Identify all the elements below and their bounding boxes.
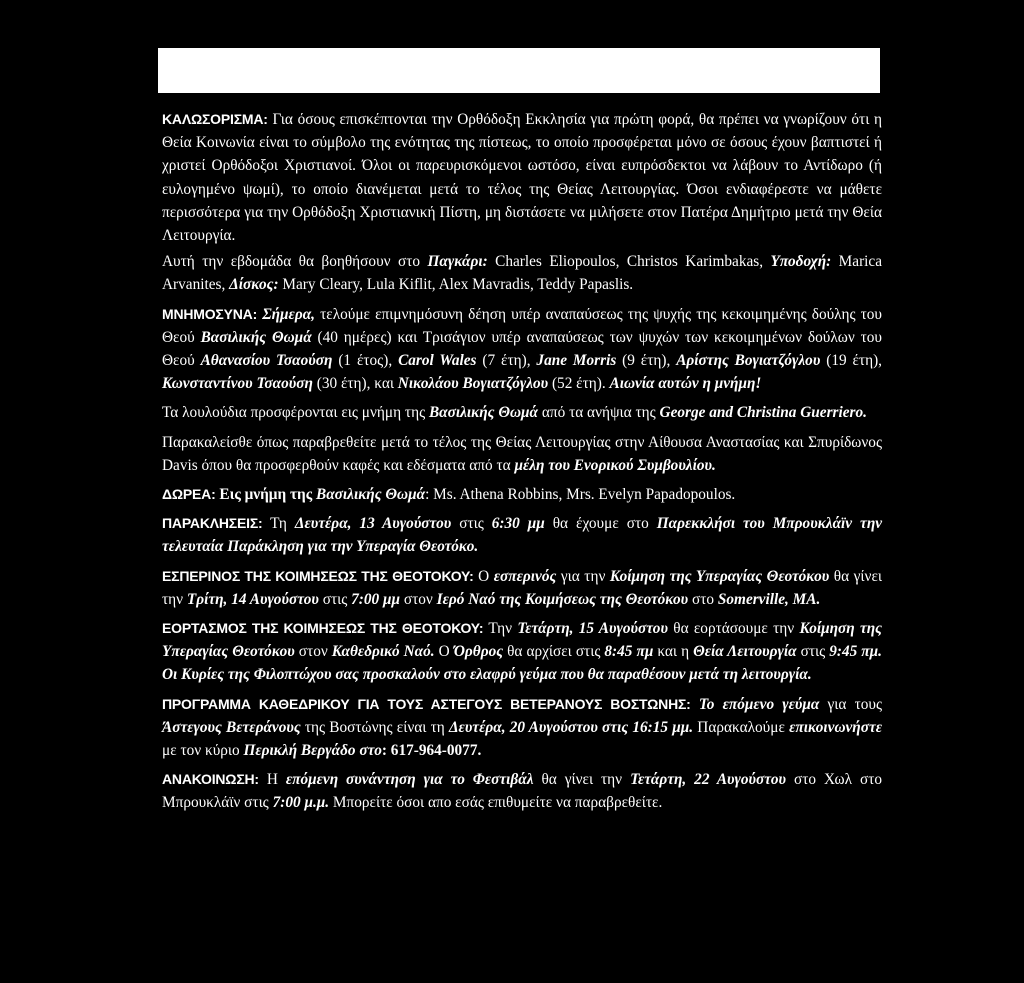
- diskos-label: Δίσκος:: [229, 276, 279, 294]
- vespers-city: Somerville, MA.: [717, 590, 821, 608]
- announcement-time: 7:00 μ.μ.: [272, 794, 330, 812]
- memorial-today: Σήμερα,: [262, 305, 316, 323]
- donation-text: Εις μνήμη της: [215, 486, 316, 504]
- homeless-text: της Βοστώνης είναι τη: [300, 718, 449, 736]
- donation-name: Βασιλικής Θωμά: [316, 486, 426, 504]
- announcement-text: Μπορείτε όσοι απο εσάς επιθυμείτε να παραβρεθείτε.: [329, 794, 663, 812]
- memorial-label: ΜΝΗΜΟΣΥΝΑ:: [162, 305, 258, 322]
- flowers-section: [162, 401, 882, 424]
- diskos-names: Mary Cleary, Lula Kiflit, Alex Mavradis, Teddy Papaslis.: [278, 276, 634, 294]
- homeless-section: [162, 693, 882, 763]
- feast-date: Τετάρτη, 15 Αυγούστου: [517, 620, 668, 638]
- homeless-label: ΠΡΟΓΡΑΜΜΑ ΚΑΘΕΔΡΙΚΟΥ ΓΙΑ ΤΟΥΣ ΑΣΤΕΓΟΥΣ ΒΕΤΕΡΑΝΟΥΣ ΒΟΣΤΩΝΗΣ:: [162, 695, 691, 712]
- vespers-time: 7:00 μμ: [351, 590, 401, 608]
- paraklisis-text: Τη: [262, 515, 295, 533]
- memorial-text: (9 έτη),: [616, 352, 677, 370]
- memorial-name: Αθανασίου Τσαούση: [200, 352, 333, 370]
- donation-label: ΔΩΡΕΑ:: [162, 486, 216, 503]
- feast-orthros-time: 8:45 πμ: [604, 643, 654, 661]
- memorial-name: Κωνσταντίνου Τσαούση: [162, 375, 313, 393]
- memorial-text: (52 έτη).: [548, 375, 610, 393]
- paraklisis-date: Δευτέρα, 13 Αυγούστου: [294, 515, 452, 533]
- feast-section: [162, 617, 882, 687]
- feast-text: στις: [796, 643, 830, 661]
- homeless-veterans: Άστεγους Βετεράνους: [162, 718, 301, 736]
- memorial-name: Νικολάου Βογιατζόγλου: [397, 375, 549, 393]
- memorial-name: Jane Morris: [536, 352, 617, 370]
- memorial-text: (19 έτη),: [820, 352, 882, 370]
- memorial-name: Carol Wales: [398, 352, 477, 370]
- memorial-text: (1 έτος),: [332, 352, 399, 370]
- helpers-section: [162, 250, 882, 296]
- vespers-service: εσπερινός: [493, 567, 557, 585]
- flowers-text: Τα λουλούδια προσφέρονται εις μνήμη της: [162, 404, 429, 422]
- pangari-label: Παγκάρι:: [427, 253, 488, 271]
- feast-text: θα αρχίσει στις: [503, 643, 605, 661]
- feast-text: Την: [483, 620, 518, 638]
- homeless-contact: επικοινωνήστε: [789, 718, 883, 736]
- feast-text: Ο: [434, 643, 454, 661]
- homeless-phone: : 617-964-0077.: [381, 742, 482, 760]
- announcement-date: Τετάρτη, 22 Αυγούστου: [630, 771, 787, 789]
- donation-section: [162, 483, 882, 506]
- homeless-text: [691, 696, 699, 713]
- feast-cathedral: Καθεδρικό Ναό.: [331, 643, 435, 661]
- announcement-text: στο Χωλ στο Μπρουκλάϊν στις: [162, 771, 882, 812]
- helpers-intro: Αυτή την εβδομάδα θα βοηθήσουν στο: [162, 253, 428, 271]
- homeless-text: Παρακαλούμε: [693, 718, 790, 736]
- announcement-label: ΑΝΑΚΟΙΝΩΣΗ:: [162, 771, 259, 788]
- ypodoxi-label: Υποδοχή:: [770, 253, 832, 271]
- paraklisis-label: ΠΑΡΑΚΛΗΣΕΙΣ:: [162, 515, 263, 532]
- vespers-text: στον: [400, 590, 437, 608]
- memorial-text: τελούμε επιμνημόσυνη δέηση υπέρ αναπαύσεως της ψυχής της κεκοιμημένης δούλης του Θεού: [162, 305, 882, 346]
- vespers-feast: Κοίμηση της Υπεραγίας Θεοτόκου: [609, 567, 830, 585]
- feast-closing: Οι Κυρίες της Φιλοπτώχου σας προσκαλούν στο ελαφρύ γεύμα που θα παραθέσουν μετά τη λειτουργία.: [162, 666, 812, 684]
- donation-donors: : Ms. Athena Robbins, Mrs. Evelyn Papadopoulos.: [425, 486, 736, 504]
- announcement-section: [162, 768, 882, 814]
- memorial-name: Βασιλικής Θωμά: [200, 328, 312, 346]
- welcome-text: Για όσους επισκέπτονται την Ορθόδοξη Εκκλησία για πρώτη φορά, θα πρέπει να γνωρίζουν ότι η Θεία Κοινωνία είναι το σύμβολο της ενότητας της πίστεως, το οποίο προσφέρεται μόνο σε όσους έχουν βαπτιστεί ή χριστεί Ορθόδοξοι Χριστιανοί. Όλοι οι παρευρισκόμενοι ωστόσο, είναι ευπρόσδεκτοι να λάβουν το Αντίδωρο (ή ευλογημένο ψωμί), το οποίο διανέμεται μετά το τέλος της Θείας Λειτουργίας. Όσοι ενδιαφέρεστε να μάθετε περισσότερα για την Ορθόδοξη Χριστιανική Πίστη, μη διστάσετε να μιλήσετε στον Πατέρα Δημήτριο μετά την Θεία Λειτουργία.: [162, 111, 882, 245]
- pangari-names: Charles Eliopoulos, Christos Karimbakas,: [487, 253, 771, 271]
- memorial-text: (40 ημέρες) και Τρισάγιον υπέρ αναπαύσεως των ψυχών των κεκοιμημένων δούλων του Θεού: [162, 328, 882, 370]
- paraklisis-text: στις: [451, 515, 492, 533]
- vespers-text: Ο: [473, 567, 494, 585]
- memorial-section: [162, 303, 882, 396]
- header-bar: [158, 48, 880, 93]
- flowers-donors: George and Christina Guerriero.: [659, 404, 867, 422]
- homeless-text: για τους: [819, 695, 883, 713]
- announcement-text: Η: [258, 771, 286, 789]
- homeless-next-meal: Το επόμενο γεύμα: [698, 695, 820, 713]
- homeless-person: Περικλή Βεργάδο στο: [243, 742, 382, 760]
- bulletin-content: [162, 108, 882, 821]
- vespers-label: ΕΣΠΕΡΙΝΟΣ ΤΗΣ ΚΟΙΜΗΣΕΩΣ ΤΗΣ ΘΕΟΤΟΚΟΥ:: [162, 567, 474, 584]
- reception-section: [162, 431, 882, 477]
- vespers-church: Ιερό Ναό της Κοιμήσεως της Θεοτόκου: [436, 590, 689, 608]
- welcome-section: [162, 108, 882, 247]
- paraklisis-section: [162, 512, 882, 558]
- flowers-name: Βασιλικής Θωμά: [428, 404, 539, 422]
- feast-text: θα εορτάσουμε την: [667, 620, 800, 638]
- vespers-text: στις: [318, 590, 352, 608]
- vespers-text: για την: [556, 567, 610, 585]
- flowers-text: από τα ανήψια της: [538, 404, 660, 422]
- memorial-text: (30 έτη), και: [312, 375, 398, 393]
- feast-label: ΕΟΡΤΑΣΜΟΣ ΤΗΣ ΚΟΙΜΗΣΕΩΣ ΤΗΣ ΘΕΟΤΟΚΟΥ:: [162, 620, 484, 637]
- welcome-label: ΚΑΛΩΣΟΡΙΣΜΑ:: [162, 111, 268, 127]
- reception-council: μέλη του Ενορικού Συμβουλίου.: [514, 456, 716, 474]
- vespers-section: [162, 565, 882, 611]
- homeless-text: με τον κύριο: [162, 742, 244, 760]
- announcement-meeting: επόμενη συνάντηση για το Φεστιβάλ: [285, 771, 534, 789]
- ypodoxi-names: Marica Arvanites,: [162, 253, 882, 294]
- announcement-text: θα γίνει την: [533, 771, 631, 789]
- paraklisis-time: 6:30 μμ: [491, 515, 545, 533]
- feast-text: στον: [294, 643, 332, 661]
- paraklisis-text: θα έχουμε στο: [544, 515, 657, 533]
- memorial-closing: Αιωνία αυτών η μνήμη!: [609, 375, 762, 393]
- memorial-name: Αρίστης Βογιατζόγλου: [676, 352, 821, 370]
- vespers-text: στο: [688, 590, 718, 608]
- feast-name: Κοίμηση της Υπεραγίας Θεοτόκου: [162, 620, 882, 661]
- paraklisis-place: Παρεκκλήσι του Μπρουκλάϊν την τελευταία Παράκληση για την Υπεραγία Θεοτόκο.: [162, 515, 883, 556]
- vespers-date: Τρίτη, 14 Αυγούστου: [186, 590, 319, 608]
- feast-liturgy-time: 9:45 πμ.: [829, 643, 882, 661]
- homeless-date: Δευτέρα, 20 Αυγούστου στις 16:15 μμ.: [448, 718, 694, 736]
- feast-liturgy: Θεία Λειτουργία: [693, 643, 797, 661]
- memorial-text: (7 έτη),: [476, 352, 537, 370]
- feast-orthros: Όρθρος: [453, 643, 504, 661]
- reception-text: Παρακαλείσθε όπως παραβρεθείτε μετά το τέλος της Θείας Λειτουργίας στην Αίθουσα Αναστασίας και Σπυρίδωνος Davis όπου θα προσφερθούν καφές και εδέσματα από τα: [162, 433, 882, 474]
- vespers-text: θα γίνει την: [162, 567, 882, 608]
- feast-text: και η: [653, 643, 694, 661]
